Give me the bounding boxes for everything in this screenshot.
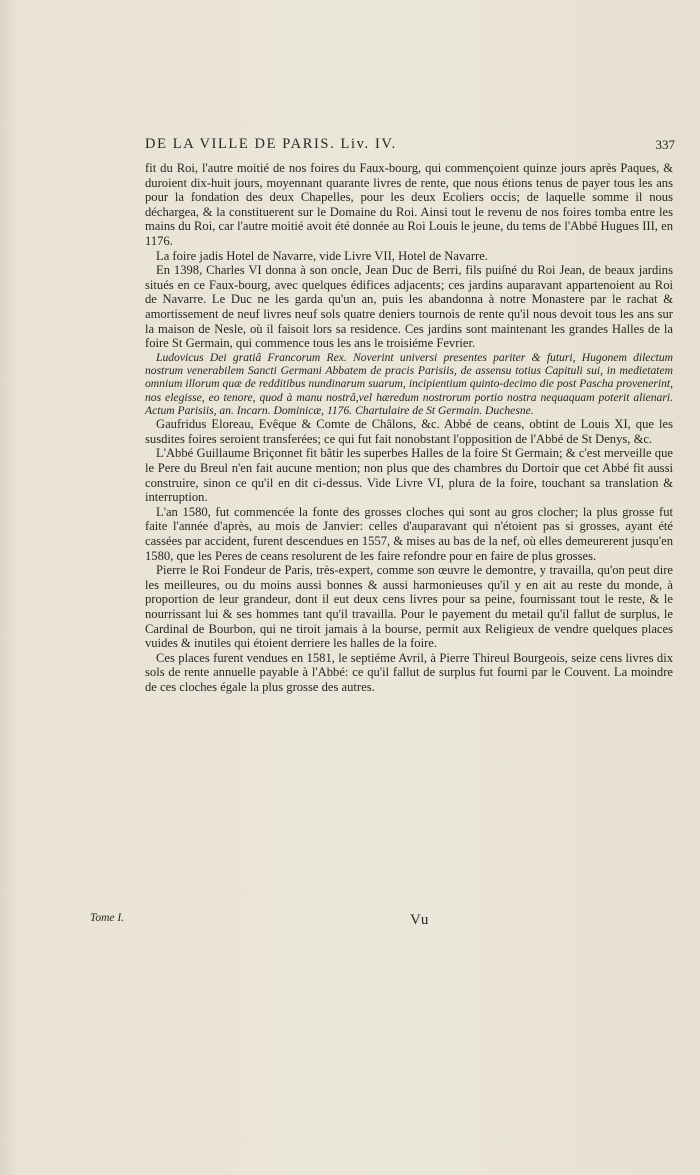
signature-mark: Vu: [410, 912, 430, 928]
body-text: [145, 161, 673, 694]
paragraph-8: Pierre le Roi Fondeur de Paris, très-expert, comme son œuvre le demontre, y travailla, qu'on peut dire les meilleures, ou du moins aussi bonnes & aussi harmonieuses qu'il y en ait au reste du monde, à proportion de leur grandeur, dont il eut deux cens livres pour sa peine, fournissant tout le reste, & le nourrissant lui & ses hommes tant qu'il travailla. Pour le payement du metail qu'il fallut de surplus, le Cardinal de Bourbon, qui ne tiroit jamais à la bourse, permit aux Religieux de vendre quelques places vuides & inutiles qui étoient derriere les halles de la foire.: [145, 563, 673, 651]
paragraph-3: En 1398, Charles VI donna à son oncle, Jean Duc de Berri, fils puiſné du Roi Jean, de beaux jardins situés en ce Faux-bourg, avec quelques édifices adjacents; ces jardins auparavant appartenoient au Roi de Navarre. Le Duc ne les garda qu'un an, puis les abandonna à notre Monastere par le rachat & amortissement de neuf livres neuf sols quatre deniers tournois de rente qu'il nous devoit tous les ans sur la maison de Nesle, où il faisoit lors sa residence. Ces jardins sont maintenant les grandes Halles de la foire St Germain, qui commence tous les ans le troisiéme Fevrier.: [145, 263, 673, 351]
volume-label: Tome I.: [90, 912, 125, 924]
paragraph-7: L'an 1580, fut commencée la fonte des grosses cloches qui sont au gros clocher; la plus grosse fut faite l'année d'après, au mois de Janvier: celles d'auparavant qui n'étoient pas si grosses, ayant été cassées par accident, furent descendues en 1557, & mises au bas de la nef, où elles demeurerent jusqu'en 1580, que les Peres de ceans resolurent de les faire refondre pour en faire de plus grosses.: [145, 504, 673, 563]
running-header: [145, 136, 675, 153]
latin-charter: Ludovicus Dei gratiâ Francorum Rex. Noverint universi presentes pariter & futuri, Hugonem dilectum nostrum venerabilem Sancti Germani Abbatem de pracis Parisiis, de assensu totius Capituli sui, in medietatem omnium illorum quæ de redditibus nundinarum suarum, incipientium quinto-decimo die post Pascha provenerint, nos elegisse, eo tenore, quod à manu nostrâ,vel hæredum nostrorum portio nostra nequaquam poterit alienari. Actum Parisiis, an. Incarn. Dominicæ, 1176. Chartulaire de St Germain. Duchesne.: [145, 350, 673, 417]
running-title: DE LA VILLE DE PARIS. Liv. IV.: [145, 136, 397, 152]
paragraph-2: La foire jadis Hotel de Navarre, vide Livre VII, Hotel de Navarre.: [156, 248, 488, 263]
paragraph-6: L'Abbé Guillaume Briçonnet fit bâtir les superbes Halles de la foire St Germain; & c'est merveille que le Pere du Breul n'en fait aucune mention; non plus que des chambres du Dortoir que cet Abbé fit aussi construire, sinon ce qu'il en dit ci-dessus. Vide Livre VI, plura de la foire, touchant sa translation & interruption.: [145, 446, 673, 505]
paragraph-9: Ces places furent vendues en 1581, le septiéme Avril, à Pierre Thireul Bourgeois, seize cens livres dix sols de rente annuelle payable à l'Abbé: ce qu'il fallut de surplus fut fourni par le Couvent. La moindre de ces cloches égale la plus grosse des autres.: [145, 650, 673, 694]
page-number: 337: [655, 137, 675, 152]
paragraph-5: Gaufridus Eloreau, Evêque & Comte de Châlons, &c. Abbé de ceans, obtint de Louis XI, que les susdites foires seroient transferées; ce qui fut fait nonobstant l'opposition de l'Abbé de St Denys, &c.: [145, 417, 673, 446]
paragraph-1: fit du Roi, l'autre moitié de nos foires du Faux-bourg, qui commençoient quinze jours après Paques, & duroient dix-huit jours, moyennant quarante livres de rente, que nous étions tenus de payer tous les ans pour la fondation des deux Chapelles, pour les deux Ecoliers occis; de laquelle somme il nous déchargea, & la constituerent sur le Domaine du Roi. Ainsi tout le revenu de nos foires tomba entre les mains du Roi, car l'autre moitié avoit été donnée au Roi Louis le jeune, du tems de l'Abbé Hugues III, en 1176.: [145, 161, 673, 248]
